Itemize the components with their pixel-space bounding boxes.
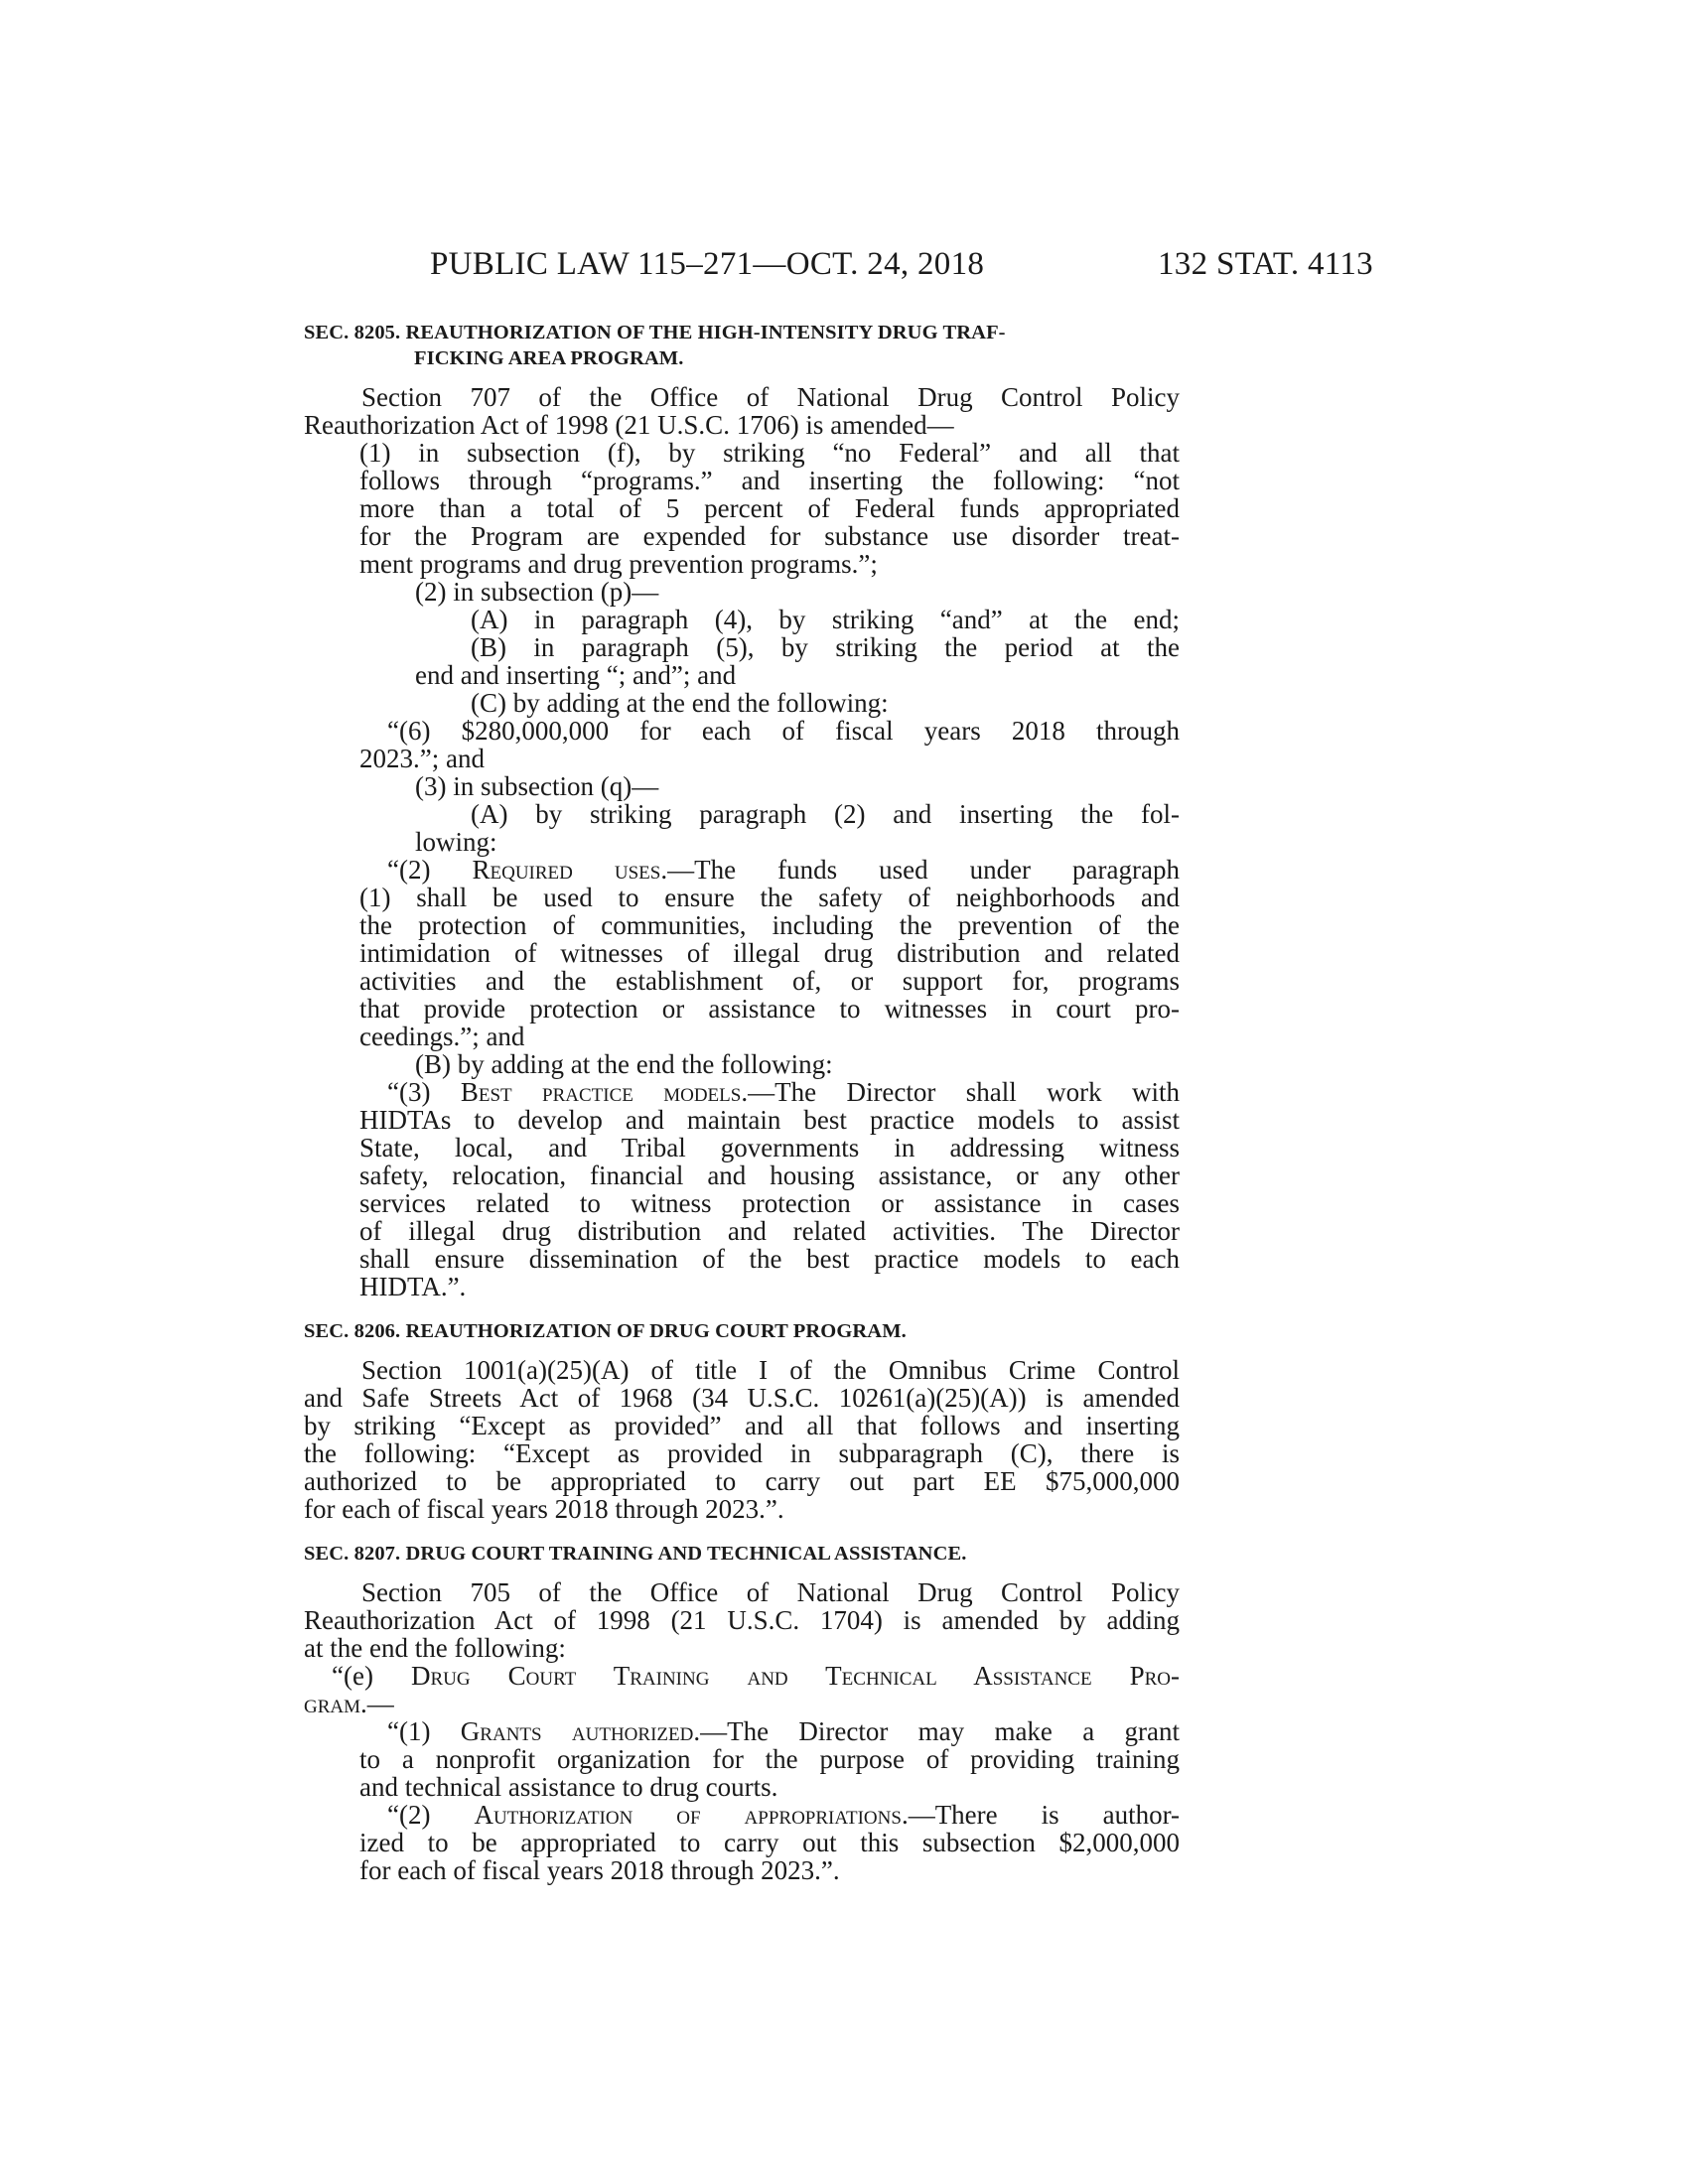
text-line: authorized to be appropriated to carry out part EE $75,000,000 [304, 1466, 1180, 1496]
text-line: “(1) Grants authorized.—The Director may make a grant [387, 1716, 1181, 1746]
text-line: of illegal drug distribution and related activities. The Director [359, 1216, 1180, 1246]
text-line: and technical assistance to drug courts. [359, 1772, 778, 1802]
body-column [304, 320, 1180, 1884]
text-line: (B) by adding at the end the following: [415, 1049, 833, 1079]
text-line: that provide protection or assistance to witnesses in court pro- [359, 994, 1180, 1024]
page-stat-citation: 132 STAT. 4113 [1158, 246, 1373, 282]
text-line: “(e) Drug Court Training and Technical Assistance Pro- [332, 1661, 1180, 1691]
text-line: (3) in subsection (q)— [415, 771, 659, 801]
section-8207-text [304, 1578, 1180, 1884]
text-line: the protection of communities, including the prevention of the [359, 910, 1180, 940]
text-line: the following: “Except as provided in subparagraph (C), there is [304, 1438, 1180, 1468]
section-heading-8205: SEC. 8205. REAUTHORIZATION OF THE HIGH-INTENSITY DRUG TRAF- FICKING AREA PROGRAM. [304, 322, 1006, 369]
text-line: intimidation of witnesses of illegal drug distribution and related [359, 938, 1180, 968]
section-8206-text [304, 1356, 1180, 1523]
text-line: 2023.”; and [359, 744, 485, 773]
text-line: Reauthorization Act of 1998 (21 U.S.C. 1704) is amended by adding [304, 1605, 1180, 1635]
text-line: Reauthorization Act of 1998 (21 U.S.C. 1706) is amended— [304, 410, 954, 440]
text-line: ceedings.”; and [359, 1022, 525, 1051]
text-line: to a nonprofit organization for the purpose of providing training [359, 1744, 1180, 1774]
text-line: Section 705 of the Office of National Drug Control Policy [361, 1577, 1180, 1607]
text-line: HIDTA.”. [359, 1272, 467, 1301]
text-line: Section 707 of the Office of National Drug Control Policy [361, 382, 1180, 412]
text-line: for each of fiscal years 2018 through 2023.”. [304, 1494, 784, 1524]
section-heading-8206: SEC. 8206. REAUTHORIZATION OF DRUG COURT PROGRAM. [304, 1320, 907, 1342]
text-line: (1) in subsection (f), by striking “no Federal” and all that [359, 438, 1180, 468]
text-line: (B) in paragraph (5), by striking the period at the [471, 632, 1180, 662]
text-line: follows through “programs.” and inserting the following: “not [359, 466, 1180, 495]
text-line: safety, relocation, financial and housing assistance, or any other [359, 1160, 1180, 1190]
text-line: lowing: [415, 827, 497, 857]
section-8205-text [304, 383, 1180, 1300]
text-line: (A) in paragraph (4), by striking “and” at the end; [471, 605, 1180, 634]
text-line: “(2) Authorization of appropriations.—There is author- [387, 1800, 1181, 1830]
text-line: end and inserting “; and”; and [415, 660, 737, 690]
text-line: Section 1001(a)(25)(A) of title I of the Omnibus Crime Control [361, 1355, 1180, 1385]
text-line: ized to be appropriated to carry out this subsection $2,000,000 [359, 1828, 1180, 1857]
running-header [0, 246, 1688, 286]
text-line: more than a total of 5 percent of Federal funds appropriated [359, 493, 1180, 523]
text-line: shall ensure dissemination of the best practice models to each [359, 1244, 1180, 1274]
text-line: HIDTAs to develop and maintain best practice models to assist [359, 1105, 1180, 1135]
text-line: activities and the establishment of, or support for, programs [359, 966, 1180, 996]
text-line: for the Program are expended for substance use disorder treat- [359, 521, 1180, 551]
text-line: (A) by striking paragraph (2) and inserting the fol- [471, 799, 1180, 829]
text-line: for each of fiscal years 2018 through 2023.”. [359, 1855, 840, 1885]
text-line: and Safe Streets Act of 1968 (34 U.S.C. 10261(a)(25)(A)) is amended [304, 1383, 1180, 1413]
text-line: by striking “Except as provided” and all that follows and inserting [304, 1411, 1180, 1440]
text-line: ment programs and drug prevention programs.”; [359, 549, 878, 579]
text-line: services related to witness protection or assistance in cases [359, 1188, 1180, 1218]
text-line: (C) by adding at the end the following: [471, 688, 889, 718]
text-line: “(6) $280,000,000 for each of fiscal years 2018 through [387, 716, 1180, 746]
text-line: gram.— [304, 1689, 394, 1718]
text-line: (1) shall be used to ensure the safety of neighborhoods and [359, 883, 1180, 912]
running-header-title: PUBLIC LAW 115–271—OCT. 24, 2018 [430, 246, 985, 282]
section-heading-8207: SEC. 8207. DRUG COURT TRAINING AND TECHNICAL ASSISTANCE. [304, 1543, 967, 1565]
text-line: State, local, and Tribal governments in addressing witness [359, 1133, 1180, 1162]
text-line: (2) in subsection (p)— [415, 577, 659, 607]
text-line: “(3) Best practice models.—The Director shall work with [387, 1077, 1180, 1107]
text-line: at the end the following: [304, 1633, 566, 1663]
text-line: “(2) Required uses.—The funds used under paragraph [387, 855, 1180, 885]
